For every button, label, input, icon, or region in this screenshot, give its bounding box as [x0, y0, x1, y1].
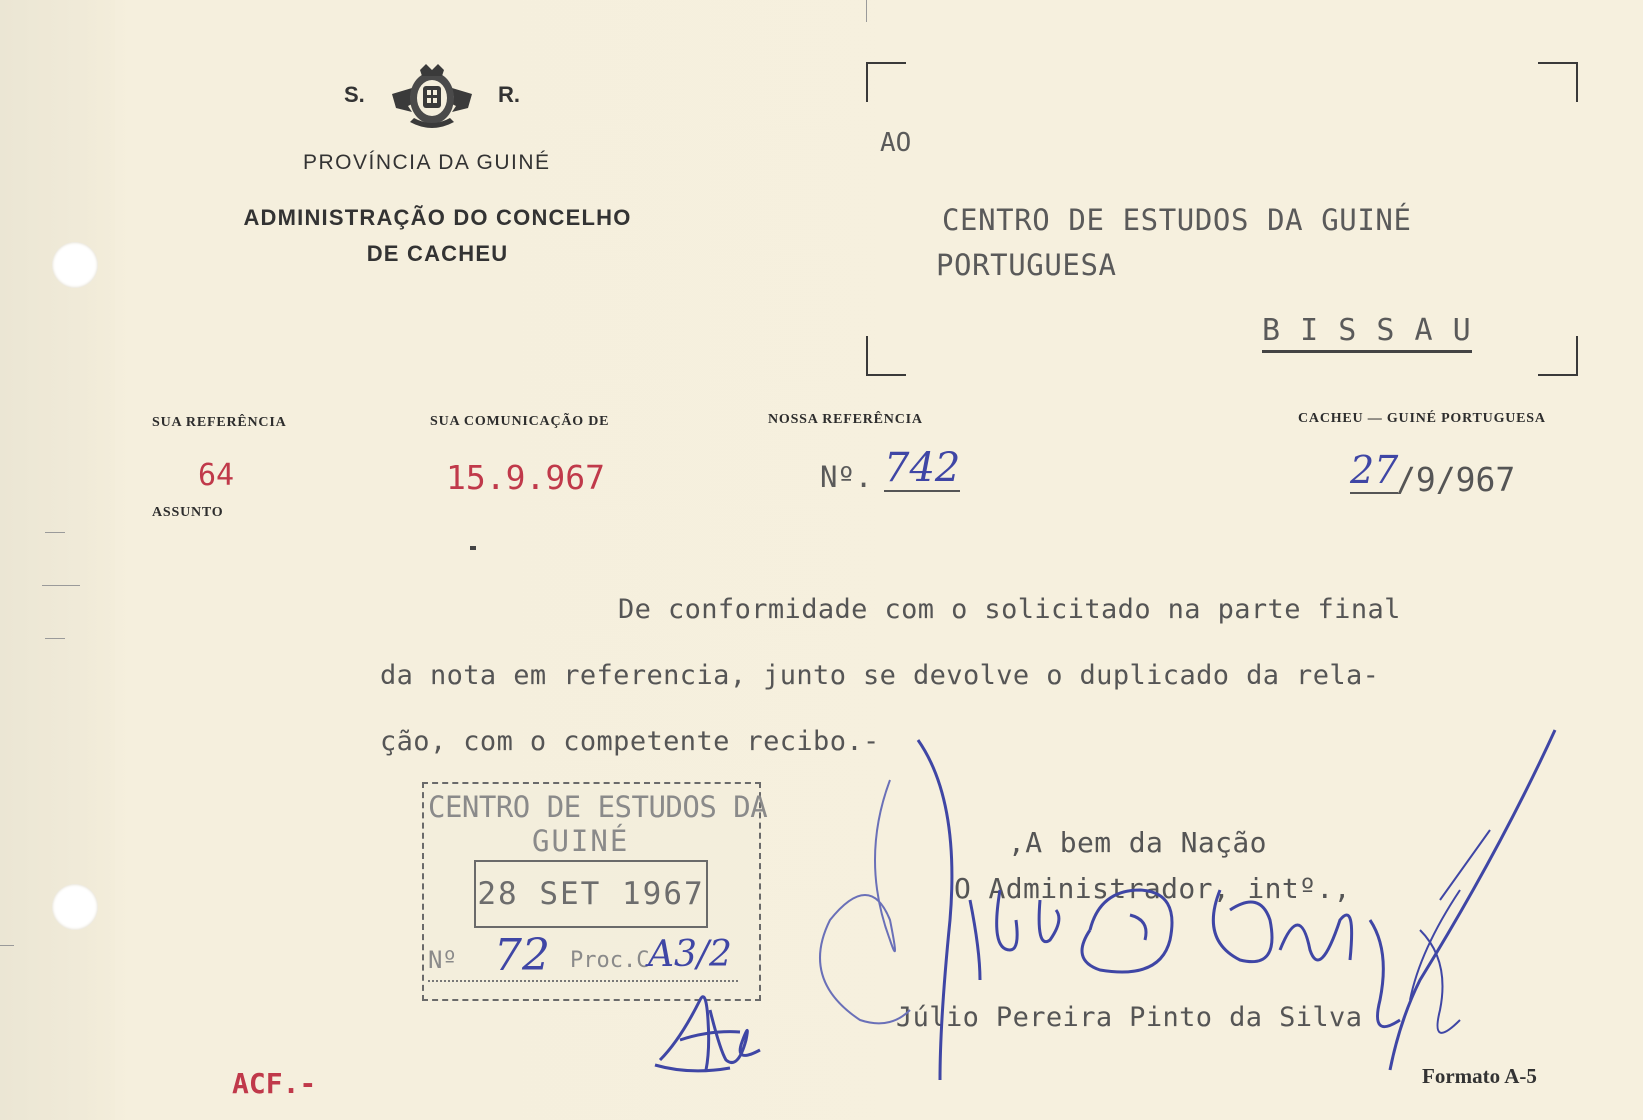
- label-sua-referencia: SUA REFERÊNCIA: [152, 415, 287, 430]
- body-line-1: De conformidade com o solicitado na parte final: [618, 594, 1401, 625]
- address-corner-bl: [866, 336, 906, 376]
- ink-dot: [470, 546, 476, 550]
- province-title: PROVÍNCIA DA GUINÉ: [303, 151, 551, 174]
- typist-initials: ACF.-: [232, 1067, 317, 1100]
- stamp-proc-value: A3/2: [648, 934, 732, 975]
- body-line-2: da nota em referencia, junto se devolve o duplicado da rela-: [380, 660, 1380, 691]
- administration-subtitle: DE CACHEU: [366, 241, 509, 266]
- label-place: CACHEU — GUINÉ PORTUGUESA: [1298, 411, 1546, 426]
- handwritten-signature: [800, 720, 1560, 1080]
- value-nossa-referencia: 742: [884, 445, 961, 491]
- label-sua-comunicacao: SUA COMUNICAÇÃO DE: [430, 414, 610, 429]
- address-to: AO: [880, 128, 912, 158]
- margin-tick: [45, 532, 65, 533]
- address-corner-br: [1538, 336, 1578, 376]
- body-line-3: ção, com o competente recibo.-: [380, 726, 880, 757]
- header-initial-r: R.: [498, 82, 520, 107]
- value-sua-referencia: 64: [198, 458, 235, 493]
- paper-edge: [0, 0, 115, 1120]
- margin-tick: [0, 945, 14, 946]
- value-nossa-referencia-prefix: Nº.: [820, 460, 873, 494]
- punch-hole: [52, 884, 98, 930]
- closing-line-2: O Administrador, intº.,: [954, 872, 1351, 905]
- stamp-line-1: CENTRO DE ESTUDOS DA: [428, 790, 768, 824]
- address-corner-tl: [866, 62, 906, 102]
- label-nossa-referencia: NOSSA REFERÊNCIA: [768, 412, 923, 427]
- value-sua-comunicacao: 15.9.967: [446, 458, 605, 497]
- handwritten-initials: [650, 980, 770, 1080]
- address-city: B I S S A U: [1262, 313, 1472, 353]
- signatory-name: Júlio Pereira Pinto da Silva: [896, 1002, 1363, 1033]
- margin-tick: [45, 638, 65, 639]
- format-label: Formato A-5: [1422, 1064, 1537, 1088]
- coat-of-arms-icon: [386, 60, 478, 134]
- address-line-2: PORTUGUESA: [936, 248, 1117, 282]
- top-fold-mark: [866, 0, 867, 22]
- stamp-number-prefix: Nº: [428, 946, 457, 974]
- stamp-date-box: 28 SET 1967: [474, 860, 708, 928]
- header-initial-s: S.: [344, 82, 365, 107]
- closing-line-1: ,A bem da Nação: [1008, 826, 1267, 859]
- punch-hole: [52, 242, 98, 288]
- stamp-proc-label: Proc.C: [570, 948, 650, 973]
- address-line-1: CENTRO DE ESTUDOS DA GUINÉ: [942, 203, 1412, 237]
- stamp-number-value: 72: [494, 930, 550, 981]
- value-date-rest: /9/967: [1396, 460, 1516, 499]
- margin-tick: [42, 585, 80, 586]
- label-assunto: ASSUNTO: [152, 505, 224, 520]
- address-corner-tr: [1538, 62, 1578, 102]
- received-stamp: [422, 782, 768, 1001]
- value-date-day: 27: [1350, 448, 1399, 492]
- stamp-line-2: GUINÉ: [532, 824, 630, 858]
- administration-title: ADMINISTRAÇÃO DO CONCELHO: [243, 205, 632, 230]
